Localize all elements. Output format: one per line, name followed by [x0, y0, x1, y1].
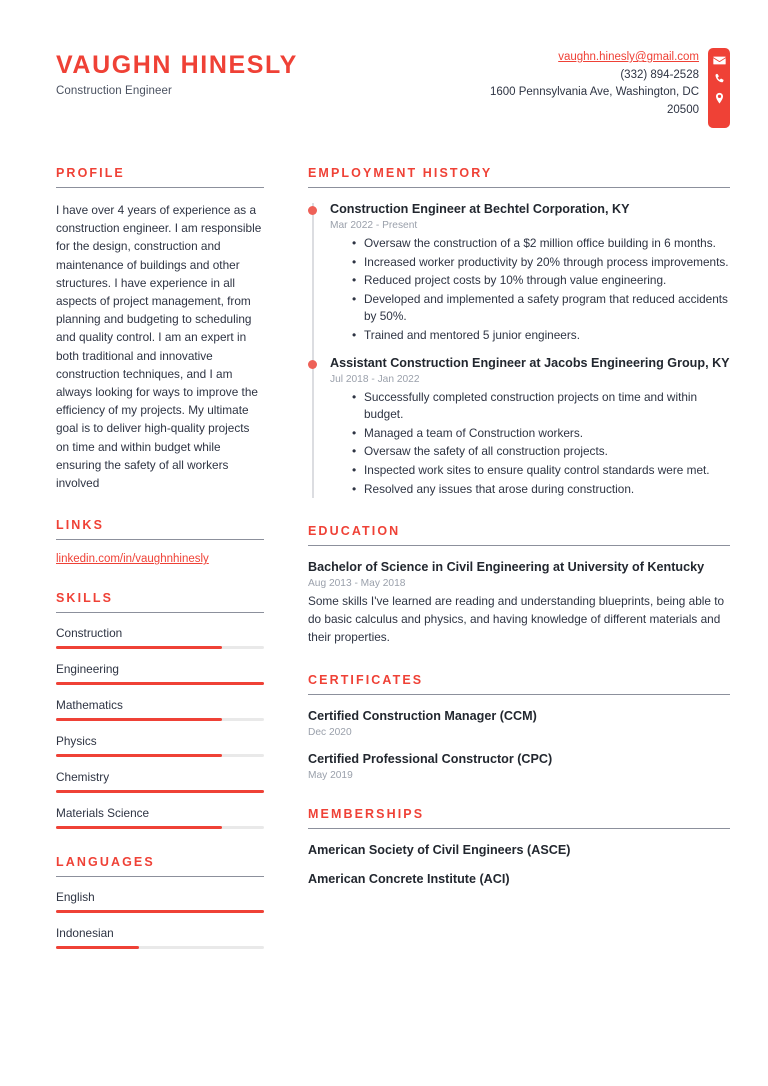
skill-item — [56, 662, 264, 685]
link-item[interactable]: linkedin.com/in/vaughnhinesly — [56, 553, 209, 566]
language-fill — [56, 910, 264, 913]
bullet-item: • Successfully completed construction projects on time and within budget. — [364, 389, 730, 424]
section-rule — [56, 539, 264, 540]
skill-item — [56, 698, 264, 721]
profile-text: I have over 4 years of experience as a construction engineer. I am responsible for the design, construction and maintenance of buildings and other structures. I have experience in all aspects of project management, from planning and budgeting to scheduling and quality control. I am an expert in both traditional and innovative construction techniques, and I am always looking for ways to improve the efficiency of my projects. My ultimate goal is to deliver high-quality projects on time and within budget while ensuring the safety of all workers involved — [56, 203, 262, 491]
contact-address-line-2: 20500 — [667, 103, 699, 116]
skill-track — [56, 646, 264, 649]
employment-timeline — [308, 201, 730, 498]
resume-body — [0, 128, 768, 975]
skill-label: Construction — [56, 626, 123, 641]
section-education — [308, 524, 730, 646]
bullet-item: • Trained and mentored 5 junior engineers. — [364, 327, 730, 345]
membership-entry — [308, 871, 730, 888]
section-skills — [56, 591, 264, 829]
certificate-date: Dec 2020 — [308, 726, 352, 738]
contact-email-line — [490, 49, 699, 67]
section-languages — [56, 855, 264, 949]
skill-item — [56, 806, 264, 829]
bullet-item: • Managed a team of Construction workers. — [364, 425, 730, 443]
employment-bullets — [330, 389, 730, 499]
skill-track — [56, 682, 264, 685]
bullet-item: • Reduced project costs by 10% through value engineering. — [364, 272, 730, 290]
employment-bullets — [330, 235, 730, 345]
section-rule — [308, 545, 730, 546]
education-date: Aug 2013 - May 2018 — [308, 578, 406, 590]
certificate-title: Certified Construction Manager (CCM) — [308, 708, 537, 723]
skill-label: Materials Science — [56, 806, 150, 821]
section-title-links: LINKS — [56, 518, 104, 533]
section-rule — [308, 828, 730, 829]
bullet-item: • Increased worker productivity by 20% through process improvements. — [364, 254, 730, 272]
right-column — [264, 166, 730, 914]
membership-entry — [308, 842, 730, 859]
section-rule — [56, 876, 264, 877]
employment-date: Mar 2022 - Present — [330, 220, 418, 231]
skill-fill — [56, 826, 222, 829]
education-entry — [308, 559, 730, 646]
section-title-profile: PROFILE — [56, 166, 125, 180]
certificate-entry — [308, 708, 730, 738]
envelope-icon — [713, 54, 726, 67]
section-links — [56, 518, 264, 565]
employment-title: Assistant Construction Engineer at Jacobs Engineering Group, KY — [330, 355, 730, 370]
candidate-name: VAUGHN HINESLY — [56, 51, 298, 79]
language-track — [56, 946, 264, 949]
section-title-memberships: MEMBERSHIPS — [308, 806, 425, 821]
skill-label: Engineering — [56, 662, 119, 677]
certificate-date: May 2019 — [308, 769, 353, 781]
language-fill — [56, 946, 139, 949]
skill-label: Chemistry — [56, 770, 110, 785]
contact-details — [490, 48, 699, 119]
employment-title: Construction Engineer at Bechtel Corporation, KY — [330, 202, 630, 216]
contact-address-line-1: 1600 Pennsylvania Ave, Washington, DC — [489, 86, 699, 98]
skill-track — [56, 790, 264, 793]
language-item — [56, 926, 264, 949]
skill-item — [56, 734, 264, 757]
skill-label: Physics — [56, 734, 97, 749]
section-title-employment: EMPLOYMENT HISTORY — [308, 166, 493, 180]
skill-fill — [56, 682, 264, 685]
resume-header — [0, 0, 768, 128]
timeline-dot-icon — [308, 360, 317, 369]
section-certificates — [308, 673, 730, 781]
employment-entry — [330, 355, 730, 499]
skill-fill — [56, 646, 222, 649]
membership-title: American Concrete Institute (ACI) — [308, 871, 510, 886]
timeline-dot-icon — [308, 206, 317, 215]
section-memberships — [308, 807, 730, 888]
bullet-item: • Oversaw the construction of a $2 million office building in 6 months. — [364, 235, 730, 253]
contact-email[interactable]: vaughn.hinesly@gmail.com — [558, 51, 699, 63]
section-title-certificates: CERTIFICATES — [308, 672, 424, 687]
language-item — [56, 890, 264, 913]
section-rule — [308, 694, 730, 695]
skill-fill — [56, 718, 222, 721]
section-rule — [308, 187, 730, 188]
section-title-education: EDUCATION — [308, 524, 401, 539]
bullet-item: • Inspected work sites to ensure quality control standards were met. — [364, 462, 730, 480]
section-rule — [56, 187, 264, 188]
language-label: Indonesian — [56, 926, 114, 941]
skill-track — [56, 826, 264, 829]
section-title-skills: SKILLS — [56, 591, 114, 606]
skill-label: Mathematics — [56, 698, 123, 713]
skill-track — [56, 718, 264, 721]
identity-block — [56, 48, 298, 97]
certificate-title: Certified Professional Constructor (CPC) — [308, 751, 553, 766]
contact-block — [490, 48, 730, 128]
employment-entry — [330, 201, 730, 345]
language-track — [56, 910, 264, 913]
contact-icon-bar — [708, 48, 730, 128]
location-pin-icon — [713, 92, 726, 105]
skill-fill — [56, 754, 222, 757]
section-title-languages: LANGUAGES — [56, 855, 155, 870]
bullet-item: • Oversaw the safety of all construction projects. — [364, 443, 730, 461]
employment-date: Jul 2018 - Jan 2022 — [330, 373, 420, 385]
candidate-job-title: Construction Engineer — [56, 84, 172, 97]
education-title: Bachelor of Science in Civil Engineering at University of Kentucky — [308, 560, 705, 575]
skill-track — [56, 754, 264, 757]
phone-icon — [713, 73, 726, 86]
left-column — [56, 166, 264, 975]
section-profile — [56, 166, 264, 492]
language-label: English — [56, 890, 95, 905]
membership-title: American Society of Civil Engineers (ASCE) — [308, 842, 571, 857]
skill-item — [56, 626, 264, 649]
bullet-item: • Resolved any issues that arose during construction. — [364, 481, 730, 499]
skill-fill — [56, 790, 264, 793]
section-rule — [56, 612, 264, 613]
skill-item — [56, 770, 264, 793]
section-employment — [308, 166, 730, 498]
bullet-item: • Developed and implemented a safety program that reduced accidents by 50%. — [364, 291, 730, 326]
contact-phone: (332) 894-2528 — [620, 68, 699, 81]
certificate-entry — [308, 751, 730, 781]
education-description: Some skills I've learned are reading and understanding blueprints, being able to do basic calculus and physics, and having knowledge of different materials and their properties. — [308, 594, 725, 644]
